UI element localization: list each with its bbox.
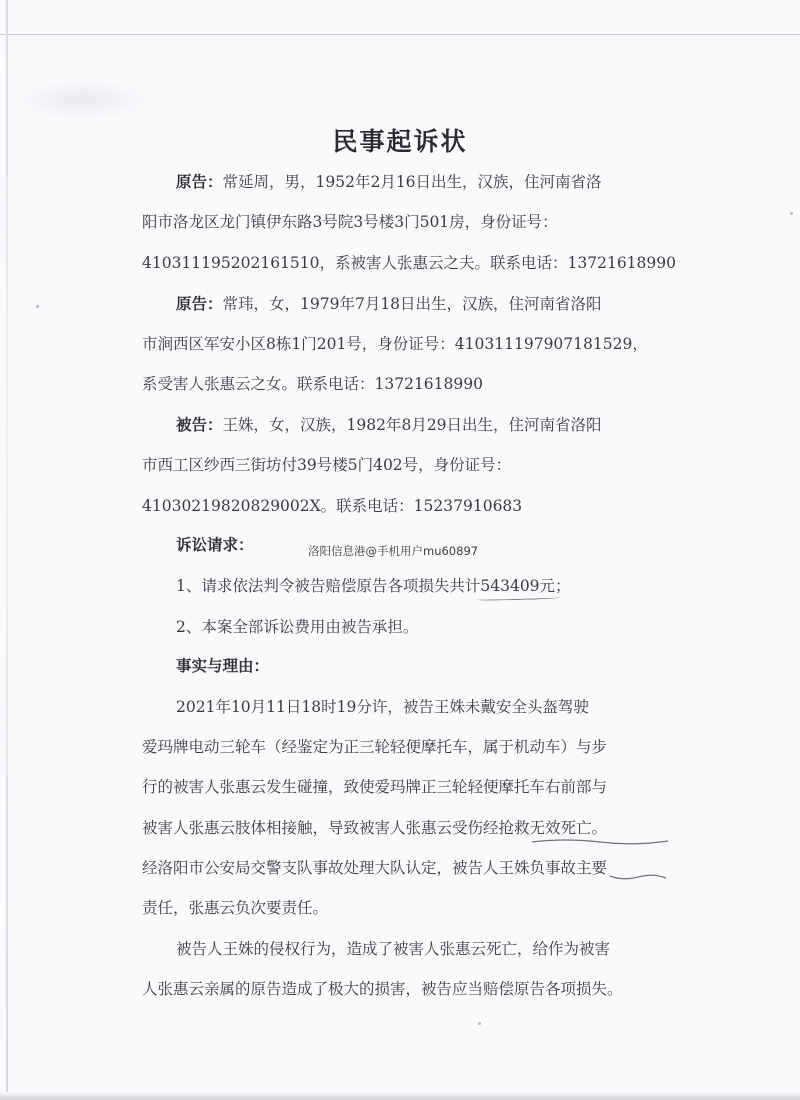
- scan-bottom-edge: [0, 1092, 800, 1100]
- scan-speck: [478, 1022, 481, 1025]
- document-title: 民事起诉状: [332, 127, 468, 156]
- scan-top-edge: [0, 34, 800, 35]
- pen-underline-mark: [608, 872, 668, 882]
- defendant-line1: [176, 415, 602, 435]
- defendant-label: 被告：: [176, 416, 223, 434]
- plaintiff2-text1: 常玮，女，1979年7月18日出生，汉族，住河南省洛阳: [222, 295, 602, 313]
- facts-p2-line2: 人张惠云亲属的原告造成了极大的损害，被告应当赔偿原告各项损失。: [142, 980, 623, 998]
- plaintiff1-line3: 410311195202161510，系被害人张惠云之夫。联系电话：13721618990: [142, 254, 676, 272]
- plaintiff2-label: 原告：: [176, 295, 223, 313]
- defendant-line3: 41030219820829002X。联系电话：15237910683: [142, 497, 523, 515]
- facts-p1-line4: 被害人张惠云肢体相接触，导致被害人张惠云受伤经抢救无效死亡。: [142, 819, 608, 837]
- claim-item-1-end: ；: [555, 577, 571, 595]
- scan-left-edge: [6, 0, 8, 1100]
- defendant-text1: 王姝，女，汉族，1982年8月29日出生，住河南省洛阳: [222, 416, 602, 434]
- claim-item-1: [176, 576, 571, 596]
- facts-p1-line3: 行的被害人张惠云发生碰撞，致使爱玛牌正三轮轻便摩托车右前部与: [142, 778, 608, 796]
- plaintiff2-line2: 市涧西区军安小区8栋1门201号，身份证号：410311197907181529，: [142, 335, 648, 353]
- watermark: 洛阳信息港@手机用户mu60897: [308, 544, 479, 558]
- facts-p1-line2: 爱玛牌电动三轮车（经鉴定为正三轮轻便摩托车，属于机动车）与步: [142, 738, 608, 756]
- scan-speck: [36, 305, 39, 308]
- claim-item-2: 2、本案全部诉讼费用由被告承担。: [176, 618, 419, 636]
- plaintiff1-text1: 常延周，男，1952年2月16日出生，汉族，住河南省洛: [222, 173, 602, 191]
- facts-p1-line1: 2021年10月11日18时19分许，被告王姝未戴安全头盔驾驶: [176, 698, 589, 716]
- plaintiff2-line3: 系受害人张惠云之女。联系电话：13721618990: [142, 375, 483, 393]
- plaintiff2-line1: [176, 294, 602, 314]
- claims-heading: 诉讼请求：: [176, 536, 254, 554]
- scan-smudge: [12, 80, 152, 120]
- facts-p1-line5: 经洛阳市公安局交警支队事故处理大队认定，被告人王姝负事故主要: [142, 859, 608, 877]
- claim-item-1-text: 1、请求依法判令被告赔偿原告各项损失共计: [176, 577, 481, 595]
- pen-underline-mark: [530, 836, 670, 846]
- facts-p2-line1: 被告人王姝的侵权行为，造成了被害人张惠云死亡，给作为被害: [176, 940, 611, 958]
- plaintiff1-line1: [176, 172, 602, 192]
- scan-speck: [790, 212, 793, 215]
- defendant-line2: 市西工区纱西三街坊付39号楼5门402号，身份证号：: [142, 456, 512, 474]
- plaintiff1-line2: 阳市洛龙区龙门镇伊东路3号院3号楼3门501房，身份证号：: [142, 213, 558, 231]
- facts-p1-line6: 责任，张惠云负次要责任。: [142, 899, 329, 917]
- facts-heading: 事实与理由：: [176, 657, 270, 675]
- plaintiff1-label: 原告：: [176, 173, 223, 191]
- claim-amount: 543409元: [480, 577, 556, 595]
